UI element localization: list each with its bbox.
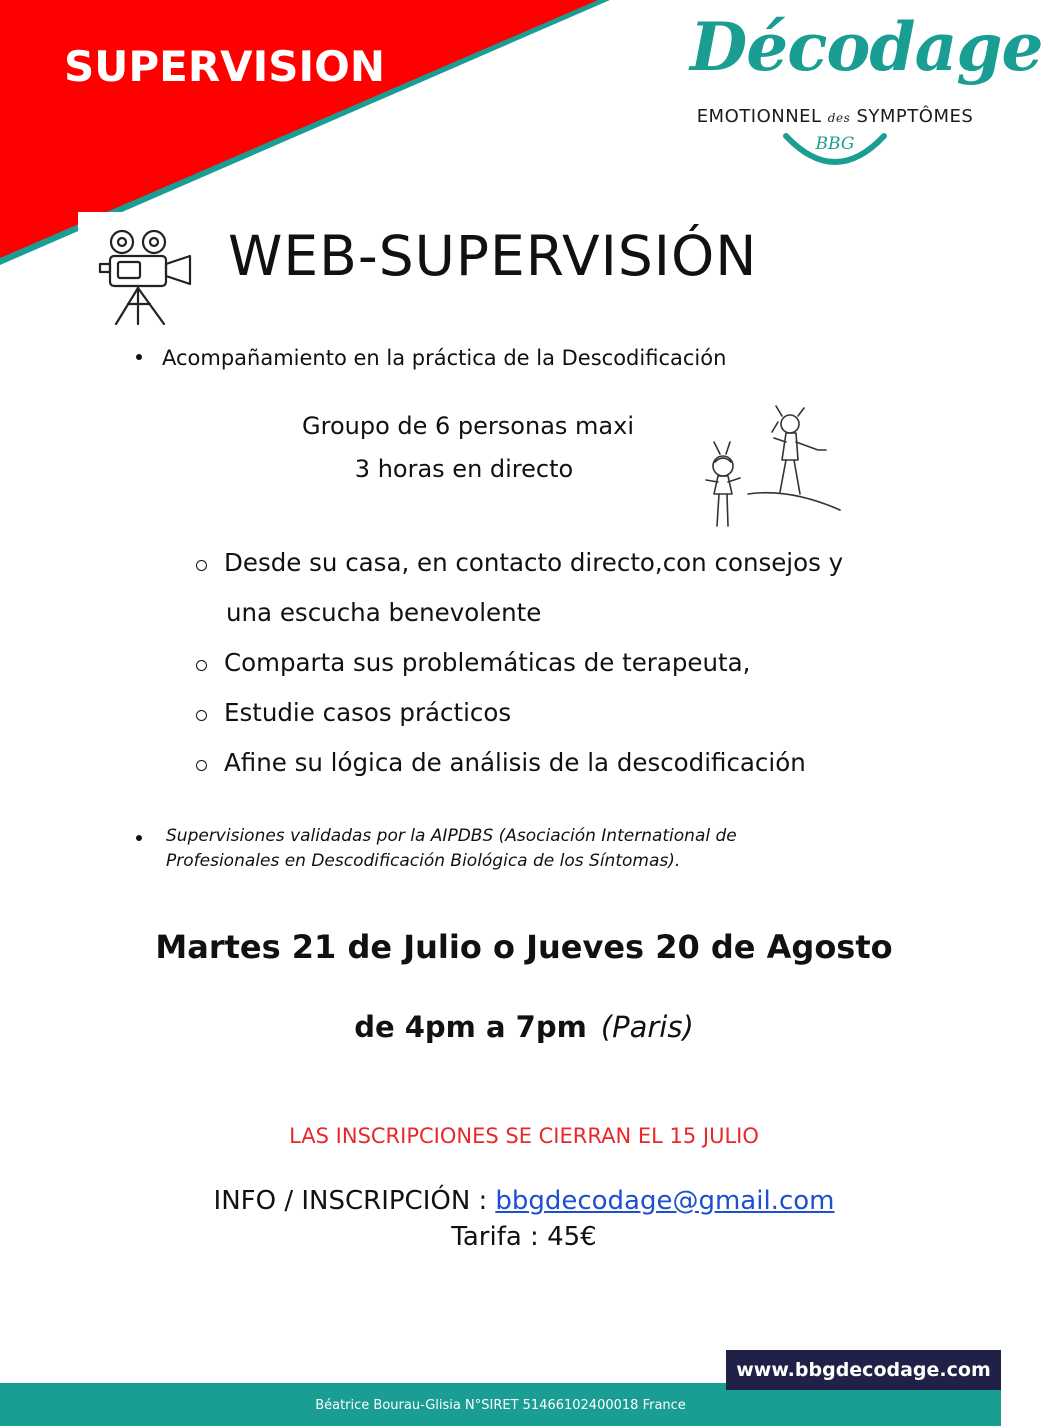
logo-initials: BBG bbox=[815, 134, 855, 154]
logo-tagline bbox=[690, 106, 980, 127]
list-item: Desde su casa, en contacto directo,con consejos y bbox=[196, 538, 843, 588]
validation-line-1: Supervisiones validadas por la AIPDBS (Asociación International de bbox=[166, 826, 737, 846]
list-item: Comparta sus problemáticas de terapeuta, bbox=[196, 638, 843, 688]
list-item: Estudie casos prácticos bbox=[196, 688, 843, 738]
hours-range: de 4pm a 7pm bbox=[354, 1010, 587, 1044]
footer-text: Béatrice Bourau-Glisia N°SIRET 51466102400018 France bbox=[315, 1398, 686, 1413]
main-bullet-text: Acompañamiento en la práctica de la Descodificación bbox=[162, 346, 727, 370]
banner-label: SUPERVISION bbox=[64, 42, 386, 91]
logo-wordmark: Décodage bbox=[690, 8, 1043, 86]
benefits-list bbox=[196, 538, 843, 788]
session-hours bbox=[0, 1010, 1048, 1044]
page-title: WEB-SUPERVISIÓN bbox=[228, 224, 758, 288]
info-label: INFO / INSCRIPCIÓN : bbox=[213, 1186, 488, 1216]
list-item-continuation: una escucha benevolente bbox=[226, 598, 542, 627]
session-dates: Martes 21 de Julio o Jueves 20 de Agosto bbox=[155, 928, 893, 966]
film-camera-icon bbox=[98, 226, 194, 328]
closing-notice: LAS INSCRIPCIONES SE CIERRAN EL 15 JULIO bbox=[289, 1124, 759, 1148]
logo-tag-small: des bbox=[827, 111, 851, 125]
logo-tag-right: SYMPTÔMES bbox=[856, 106, 974, 127]
logo-tag-left: EMOTIONNEL bbox=[696, 106, 822, 127]
duration-text: 3 horas en directo bbox=[354, 455, 574, 483]
brand-logo bbox=[690, 8, 1043, 178]
list-item: Afine su lógica de análisis de la descodificación bbox=[196, 738, 843, 788]
website-link[interactable]: www.bbgdecodage.com bbox=[726, 1350, 1001, 1390]
bullet-dot-icon bbox=[136, 835, 142, 841]
email-link[interactable]: bbgdecodage@gmail.com bbox=[495, 1186, 835, 1216]
main-bullet bbox=[136, 346, 726, 370]
bullet-dot-icon bbox=[136, 354, 142, 360]
stick-figures-drawing bbox=[700, 402, 845, 530]
info-line bbox=[0, 1186, 1048, 1216]
circle-bullet-icon bbox=[196, 760, 207, 771]
circle-bullet-icon bbox=[196, 560, 207, 571]
validation-line-2: Profesionales en Descodificación Biológica de los Síntomas). bbox=[166, 851, 681, 871]
validation-note bbox=[136, 824, 737, 874]
circle-bullet-icon bbox=[196, 660, 207, 671]
circle-bullet-icon bbox=[196, 710, 207, 721]
group-size-text: Groupo de 6 personas maxi bbox=[302, 412, 634, 440]
time-zone: (Paris) bbox=[600, 1010, 694, 1044]
price-text: Tarifa : 45€ bbox=[451, 1222, 597, 1252]
